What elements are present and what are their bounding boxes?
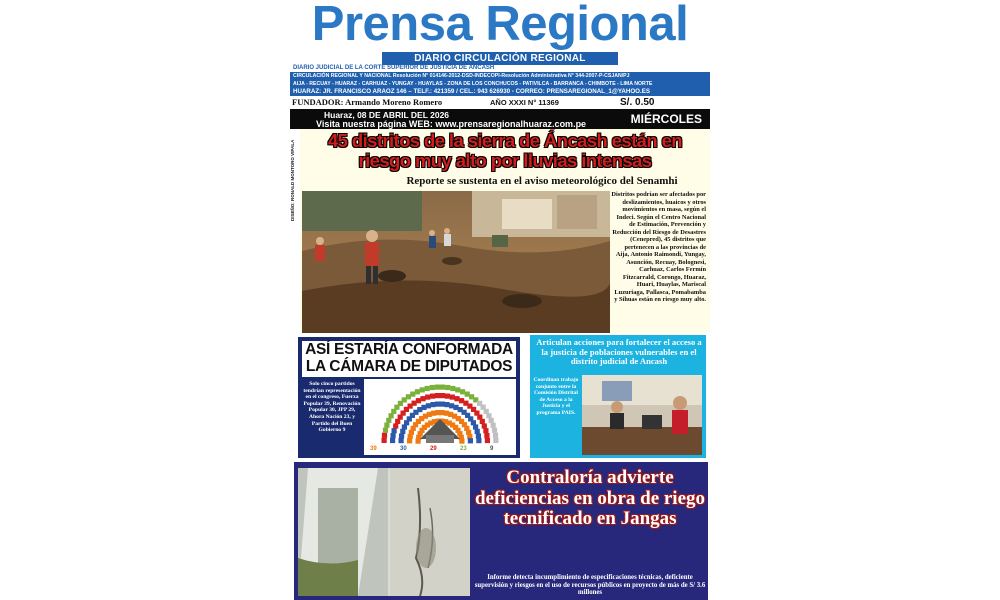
chamber-box — [298, 337, 520, 458]
date-bar — [290, 109, 710, 129]
seat — [492, 428, 497, 433]
bottom-headline: Contraloría advierte deficiencias en obra de riego tecnificado en Jangas — [474, 467, 706, 529]
seat — [459, 439, 464, 444]
seat — [410, 392, 415, 397]
seat — [382, 433, 387, 438]
founder-row — [290, 97, 710, 108]
seat — [493, 438, 498, 443]
seat-legend — [364, 446, 516, 456]
seat-label-pbg: 9 — [490, 446, 494, 452]
seat — [425, 386, 430, 391]
seat — [425, 395, 430, 400]
seat — [440, 385, 445, 390]
seat — [444, 402, 449, 407]
seat — [435, 393, 440, 398]
address-line: HUARAZ: JR. FRANCISCO ARAOZ 146 – TELF.: 421359 / CEL.: 943 626930 - CORREO: PRENSAREGIONAL_1@YAHOO.ES — [290, 88, 710, 96]
seat — [383, 428, 388, 433]
seat — [476, 433, 481, 438]
seat — [415, 389, 420, 394]
seat — [386, 418, 391, 423]
seat — [468, 438, 473, 443]
seat — [430, 385, 435, 390]
seat — [450, 386, 455, 391]
justice-text: Coordinan trabajo conjunto entre la Comisión Distrital de Acceso a la Justicia y el programa PAIS. — [533, 377, 579, 416]
issue-number: AÑO XXXI N° 11369 — [490, 98, 559, 107]
seat — [445, 394, 450, 399]
price: S/. 0.50 — [620, 97, 655, 108]
places-line: AIJA - RECUAY - HUARAZ - CARHUAZ - YUNGAY - HUAYLAS - ZONA DE LOS CONCHUCOS - PATIVILCA - BARRANCA - CHIMBOTE - LIMA NORTE — [290, 80, 710, 88]
seat — [399, 438, 404, 443]
seat — [384, 423, 389, 428]
seat — [391, 433, 396, 438]
seat — [476, 438, 481, 443]
seat — [450, 395, 455, 400]
seat — [486, 413, 491, 418]
seat-label-jpp: 29 — [430, 446, 437, 452]
newspaper-front-page — [290, 0, 710, 600]
chamber-headline: ASÍ ESTARÍA CONFORMADA LA CÁMARA DE DIPUTADOS — [302, 341, 516, 377]
seat — [445, 385, 450, 390]
seat — [440, 393, 445, 398]
seat — [483, 428, 488, 433]
chamber-text: Solo cinco partidos tendrían representación en el congreso, Fuerza Popular 39, Renovación Popular 30, JPP 29, Ahora Nación 23, y Partido del Buen Gobierno 9 — [303, 381, 361, 434]
masthead-title: Prensa Regional — [311, 0, 689, 51]
justice-box — [530, 335, 706, 458]
hemicycle-graphic — [364, 379, 516, 455]
seat — [482, 423, 487, 428]
seat — [491, 423, 496, 428]
seat — [416, 398, 421, 403]
seat — [485, 438, 490, 443]
seat — [399, 433, 404, 438]
seat — [435, 385, 440, 390]
seat — [493, 433, 498, 438]
irrigation-photo — [298, 468, 470, 596]
seat-label-rp: 30 — [400, 446, 407, 452]
design-credit: DISEÑO: RONALD MONTORO VIPALA — [290, 139, 295, 221]
masthead-subtitle: DIARIO CIRCULACIÓN REGIONAL — [382, 52, 618, 65]
seat — [393, 423, 398, 428]
judicial-line: DIARIO JUDICIAL DE LA CORTE SUPERIOR DE JUSTICIA DE ANCASH — [293, 65, 495, 71]
seat — [440, 402, 445, 407]
weekday: MIÉRCOLES — [630, 112, 702, 126]
seat — [455, 387, 460, 392]
seat — [382, 438, 387, 443]
website: Visita nuestra página WEB: www.prensaregionalhuaraz.com.pe — [316, 119, 587, 129]
seat — [460, 389, 465, 394]
date: Huaraz, 08 DE ABRIL DEL 2026 — [324, 110, 450, 120]
circulation-line: CIRCULACIÓN REGIONAL Y NACIONAL Resolución N° 014146-2012-DSD-INDECOPI-Resolución Administrativa N° 344-2007-P-CSJAN/PJ — [290, 72, 710, 80]
justice-headline: Articulan acciones para fortalecer el acceso a la justicia de poblaciones vulnerables en el distrito judicial de Ancash — [536, 337, 702, 367]
seat — [426, 403, 431, 408]
seat-label-an: 23 — [460, 446, 467, 452]
seat — [435, 402, 440, 407]
seat — [454, 396, 459, 401]
lead-dek: Reporte se sustenta en el aviso meteorológico del Senamhi — [406, 175, 678, 187]
seat-label-fp: 39 — [370, 446, 377, 452]
seat — [484, 433, 489, 438]
seat — [390, 438, 395, 443]
seat — [420, 387, 425, 392]
seat — [420, 396, 425, 401]
seat — [430, 394, 435, 399]
lead-headline: 45 distritos de la sierra de Áncash están en riesgo muy alto por lluvias intensas — [327, 130, 683, 171]
flood-photo — [302, 191, 610, 333]
seat — [480, 419, 485, 424]
justice-photo — [582, 375, 702, 455]
seat — [475, 429, 480, 434]
seat — [430, 402, 435, 407]
seat — [489, 418, 494, 423]
bottom-text: Informe detecta incumplimiento de especificaciones técnicas, deficiente supervisión y riesgos en el uso de recursos públicos en proyecto de más de S/ 3.6 millones — [474, 574, 706, 597]
seat — [392, 428, 397, 433]
lead-body: Distritos podrían ser afectados por deslizamientos, huaicos y otros movimientos en masa, según el Indeci. Según el Centro Nacional de Estimación, Prevención y Reducción del Riesgo de Desastres (Cenepred), 45 distritos que pertenecen a las provincias de Aija, Antonio Raimondi, Yungay, Asunción, Recuay, Bolognesi, Carhuaz, Carlos Fermín Fitzcarrald, Corongo, Huaraz, Huari, Huaylas, Mariscal Luzuriaga, Pallasca, Pomabamba y Sihuas están en riesgo muy alto. — [611, 191, 706, 303]
founder-name: FUNDADOR: Armando Moreno Romero — [292, 97, 443, 107]
